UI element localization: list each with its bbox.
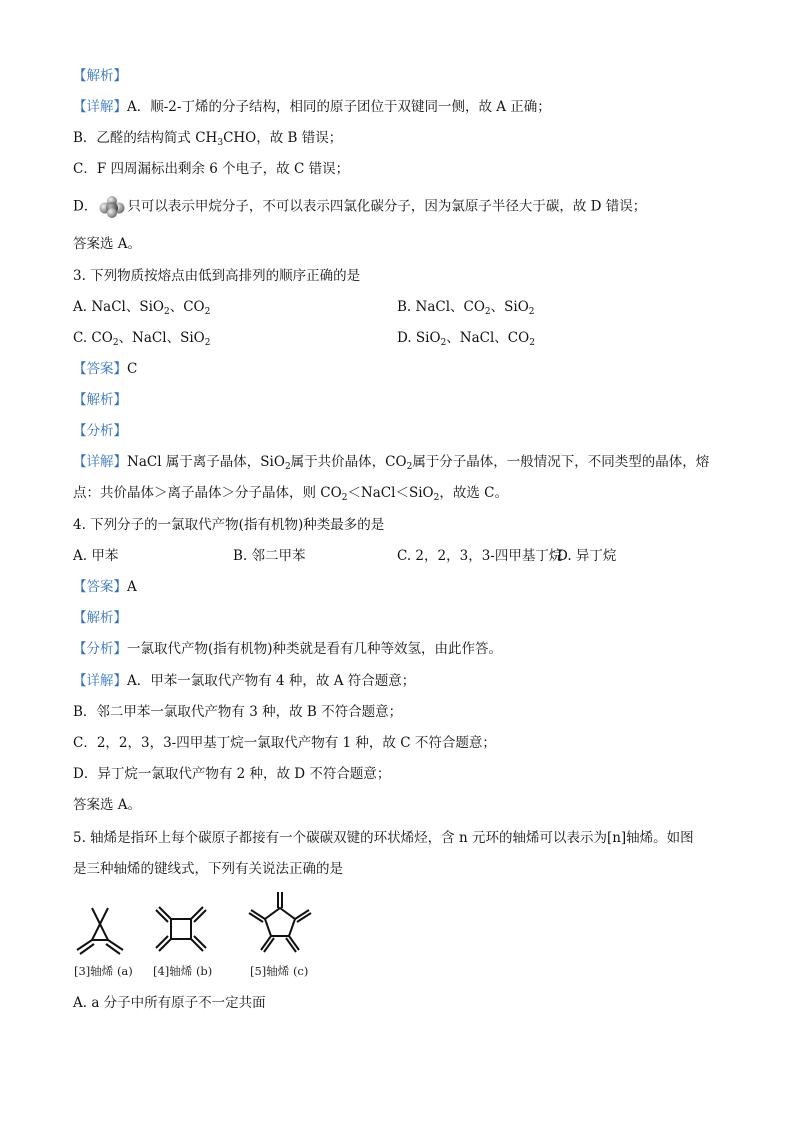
detail-line-a xyxy=(73,98,551,116)
q4-option-c: C. 2，2，3，3-四甲基丁烷 xyxy=(397,548,563,564)
q3-analysis-label: 【解析】 xyxy=(73,392,127,408)
q4-detail-b: B．邻二甲苯一氯取代产物有 3 种，故 B 不符合题意； xyxy=(73,704,403,720)
detail-text: A．顺-2-丁烯的分子结构，相同的原子团位于双键同一侧，故 A 正确； xyxy=(127,99,551,115)
caption-radialene-3: [3]轴烯 (a) xyxy=(74,964,133,978)
question-3-stem: 3. 下列物质按熔点由低到高排列的顺序正确的是 xyxy=(73,268,361,284)
detail-line-d: D． 只可以表示甲烷分子，不可以表示四氯化碳分子，因为氯原子半径大于碳，故 D 错误； xyxy=(73,196,646,218)
q4-final: 答案选 A。 xyxy=(73,797,142,813)
q4-detail-c: C．2，2，3，3-四甲基丁烷一氯取代产物有 1 种，故 C 不符合题意； xyxy=(73,735,496,751)
radialene-5-structure xyxy=(245,887,315,959)
caption-radialene-4: [4]轴烯 (b) xyxy=(153,964,213,978)
q4-analysis-label: 【解析】 xyxy=(73,610,127,626)
detail-label: 【详解】 xyxy=(73,99,127,115)
radialene-3-structure xyxy=(72,902,134,958)
question-5-stem-2: 是三种轴烯的键线式，下列有关说法正确的是 xyxy=(73,861,343,877)
q3-option-b: B. NaCl、$CO_2$、SiO$_2$ xyxy=(397,299,535,317)
q3-answer: 【答案】C xyxy=(73,361,138,377)
q3-fenxi-label: 【分析】 xyxy=(73,423,127,439)
detail-line-b: B．乙醛的结构简式 $CH_3CHO$，故 B 错误； xyxy=(73,130,343,148)
q3-option-d: D. SiO$_2$、NaCl、$CO_2$ xyxy=(397,330,535,348)
q4-option-a: A. 甲苯 xyxy=(73,548,119,564)
methane-space-filling-model-icon xyxy=(99,196,125,218)
q4-analysis: 【分析】一氯取代产物(指有机物)种类就是看有几种等效氢，由此作答。 xyxy=(73,641,503,657)
question-5-stem-1: 5. 轴烯是指环上每个碳原子都接有一个碳碳双键的环状烯烃，含 n 元环的轴烯可以表示为[n]轴烯。如图 xyxy=(73,830,694,846)
answer-line: 答案选 A。 xyxy=(73,236,142,252)
q4-answer: 【答案】A xyxy=(73,579,137,595)
q5-option-a: A. a 分子中所有原子不一定共面 xyxy=(73,995,266,1011)
analysis-label: 【解析】 xyxy=(73,68,127,84)
q3-option-a: A. NaCl、SiO$_2$、$CO_2$ xyxy=(73,299,211,317)
q3-option-c: C. $CO_2$、NaCl、SiO$_2$ xyxy=(73,330,211,348)
question-4-stem: 4. 下列分子的一氯取代产物(指有机物)种类最多的是 xyxy=(73,517,385,533)
q4-detail-a: 【详解】A．甲苯一氯取代产物有 4 种，故 A 符合题意； xyxy=(73,673,416,689)
detail-line-c: C．F 四周漏标出剩余 6 个电子，故 C 错误； xyxy=(73,161,350,177)
q3-detail-1: 【详解】NaCl 属于离子晶体，SiO$_2$属于共价晶体，$CO_2$属于分子晶体，一般情况下，不同类型的晶体，熔 xyxy=(73,454,710,472)
q4-detail-d: D．异丁烷一氯取代产物有 2 种，故 D 不符合题意； xyxy=(73,766,391,782)
caption-radialene-5: [5]轴烯 (c) xyxy=(250,964,309,978)
q3-detail-2: 点：共价晶体＞离子晶体＞分子晶体，则 $CO_2<NaCl<SiO_2$，故选 C。 xyxy=(73,485,508,503)
radialene-4-structure xyxy=(152,900,210,958)
q4-option-d: D. 异丁烷 xyxy=(557,548,617,564)
q4-option-b: B. 邻二甲苯 xyxy=(233,548,306,564)
